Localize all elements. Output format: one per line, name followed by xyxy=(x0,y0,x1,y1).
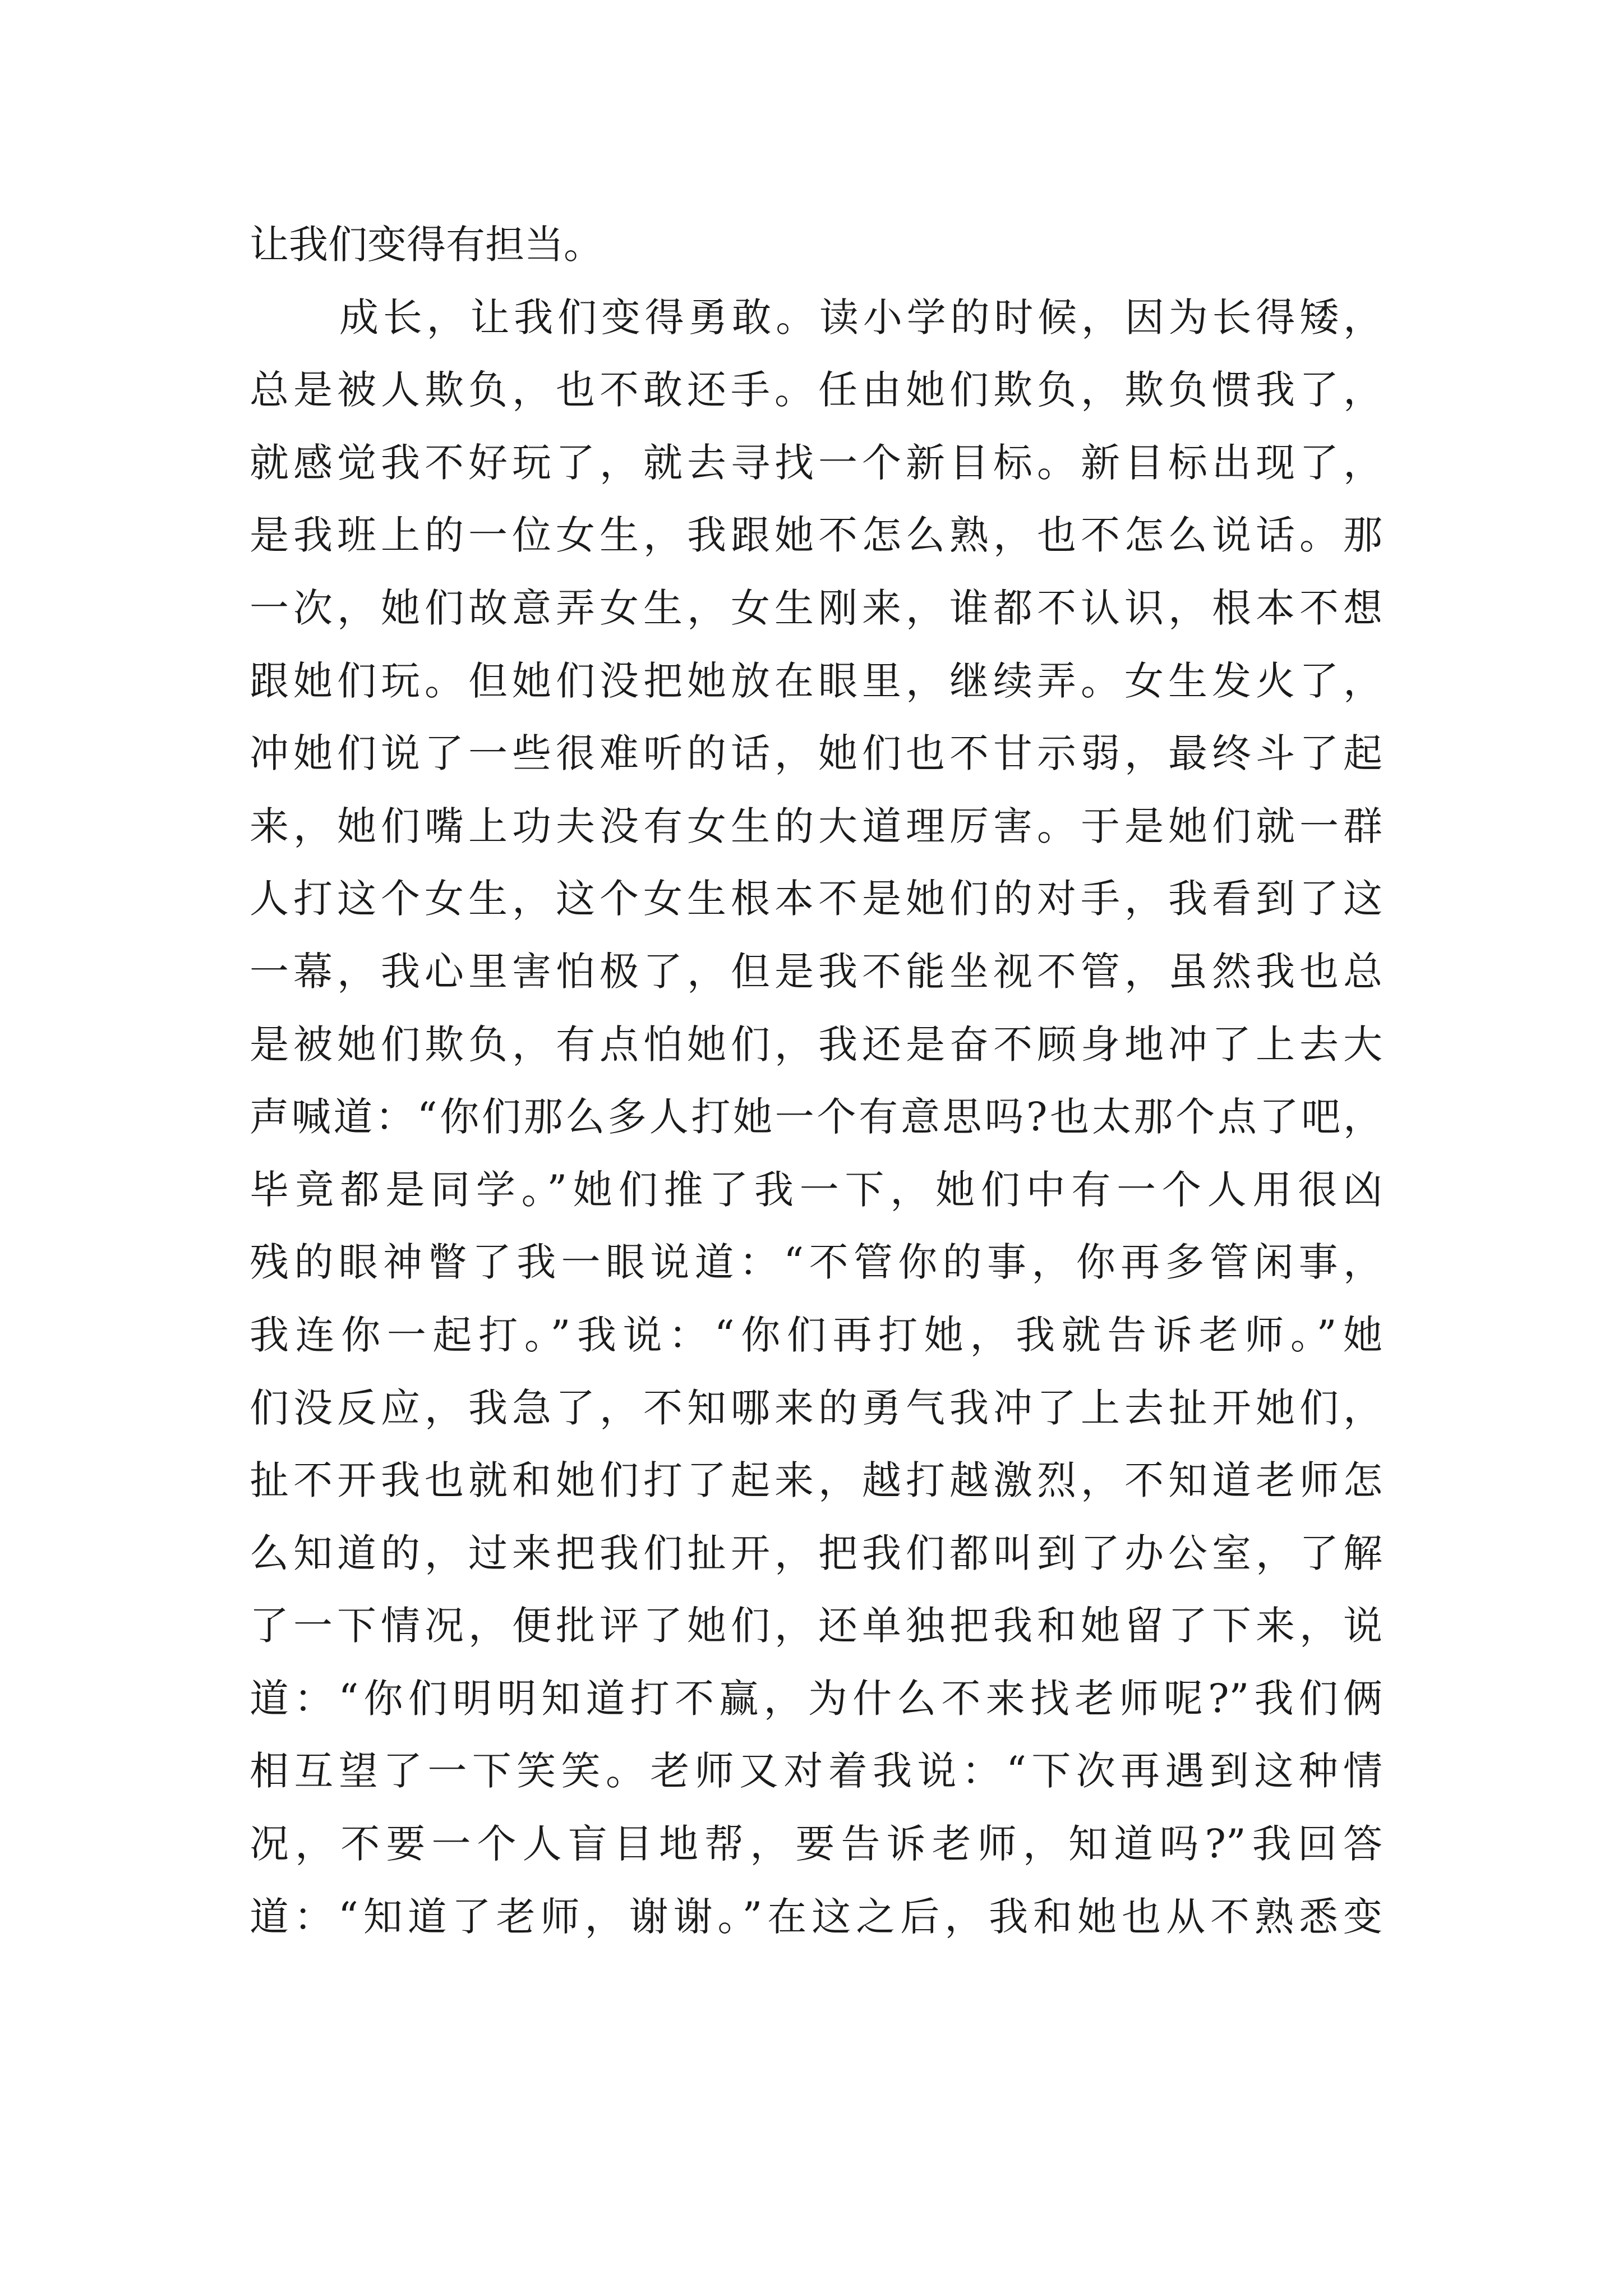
text-line: 道：“知道了老师，谢谢。”在这之后，我和她也从不熟悉变 xyxy=(250,1893,1382,1940)
text-line: 就感觉我不好玩了，就去寻找一个新目标。新目标出现了， xyxy=(250,439,1382,486)
text-line: 道：“你们明明知道打不赢，为什么不来找老师呢?”我们俩 xyxy=(250,1675,1382,1722)
text-line: 是我班上的一位女生，我跟她不怎么熟，也不怎么说话。那 xyxy=(250,512,1382,559)
text-line: 我连你一起打。”我说：“你们再打她，我就告诉老师。”她 xyxy=(250,1312,1382,1358)
text-line: 们没反应，我急了，不知哪来的勇气我冲了上去扯开她们， xyxy=(250,1384,1382,1431)
text-line: 总是被人欺负，也不敢还手。任由她们欺负，欺负惯我了， xyxy=(250,367,1382,413)
text-line: 人打这个女生，这个女生根本不是她们的对手，我看到了这 xyxy=(250,876,1382,922)
text-line: 毕竟都是同学。”她们推了我一下，她们中有一个人用很凶 xyxy=(250,1166,1382,1213)
text-line: 冲她们说了一些很难听的话，她们也不甘示弱，最终斗了起 xyxy=(250,730,1382,777)
essay-body xyxy=(250,209,1382,1953)
text-line: 况，不要一个人盲目地帮，要告诉老师，知道吗?”我回答 xyxy=(250,1821,1382,1867)
text-line: 声喊道：“你们那么多人打她一个有意思吗?也太那个点了吧， xyxy=(250,1094,1382,1140)
text-line: 让我们变得有担当。 xyxy=(250,222,603,268)
text-line: 么知道的，过来把我们扯开，把我们都叫到了办公室，了解 xyxy=(250,1530,1382,1576)
text-line: 相互望了一下笑笑。老师又对着我说：“下次再遇到这种情 xyxy=(250,1748,1382,1795)
text-line: 了一下情况，便批评了她们，还单独把我和她留了下来，说 xyxy=(250,1603,1382,1649)
text-line: 来，她们嘴上功夫没有女生的大道理厉害。于是她们就一群 xyxy=(250,803,1382,849)
text-line: 残的眼神瞥了我一眼说道：“不管你的事，你再多管闲事， xyxy=(250,1239,1382,1286)
text-line: 是被她们欺负，有点怕她们，我还是奋不顾身地冲了上去大 xyxy=(250,1021,1382,1068)
text-line: 一幕，我心里害怕极了，但是我不能坐视不管，虽然我也总 xyxy=(250,948,1382,995)
text-line: 跟她们玩。但她们没把她放在眼里，继续弄。女生发火了， xyxy=(250,657,1382,704)
paragraph-first-line: 成长，让我们变得勇敢。读小学的时候，因为长得矮， xyxy=(339,294,1382,341)
text-line: 一次，她们故意弄女生，女生刚来，谁都不认识，根本不想 xyxy=(250,585,1382,631)
text-line: 扯不开我也就和她们打了起来，越打越激烈，不知道老师怎 xyxy=(250,1457,1382,1504)
